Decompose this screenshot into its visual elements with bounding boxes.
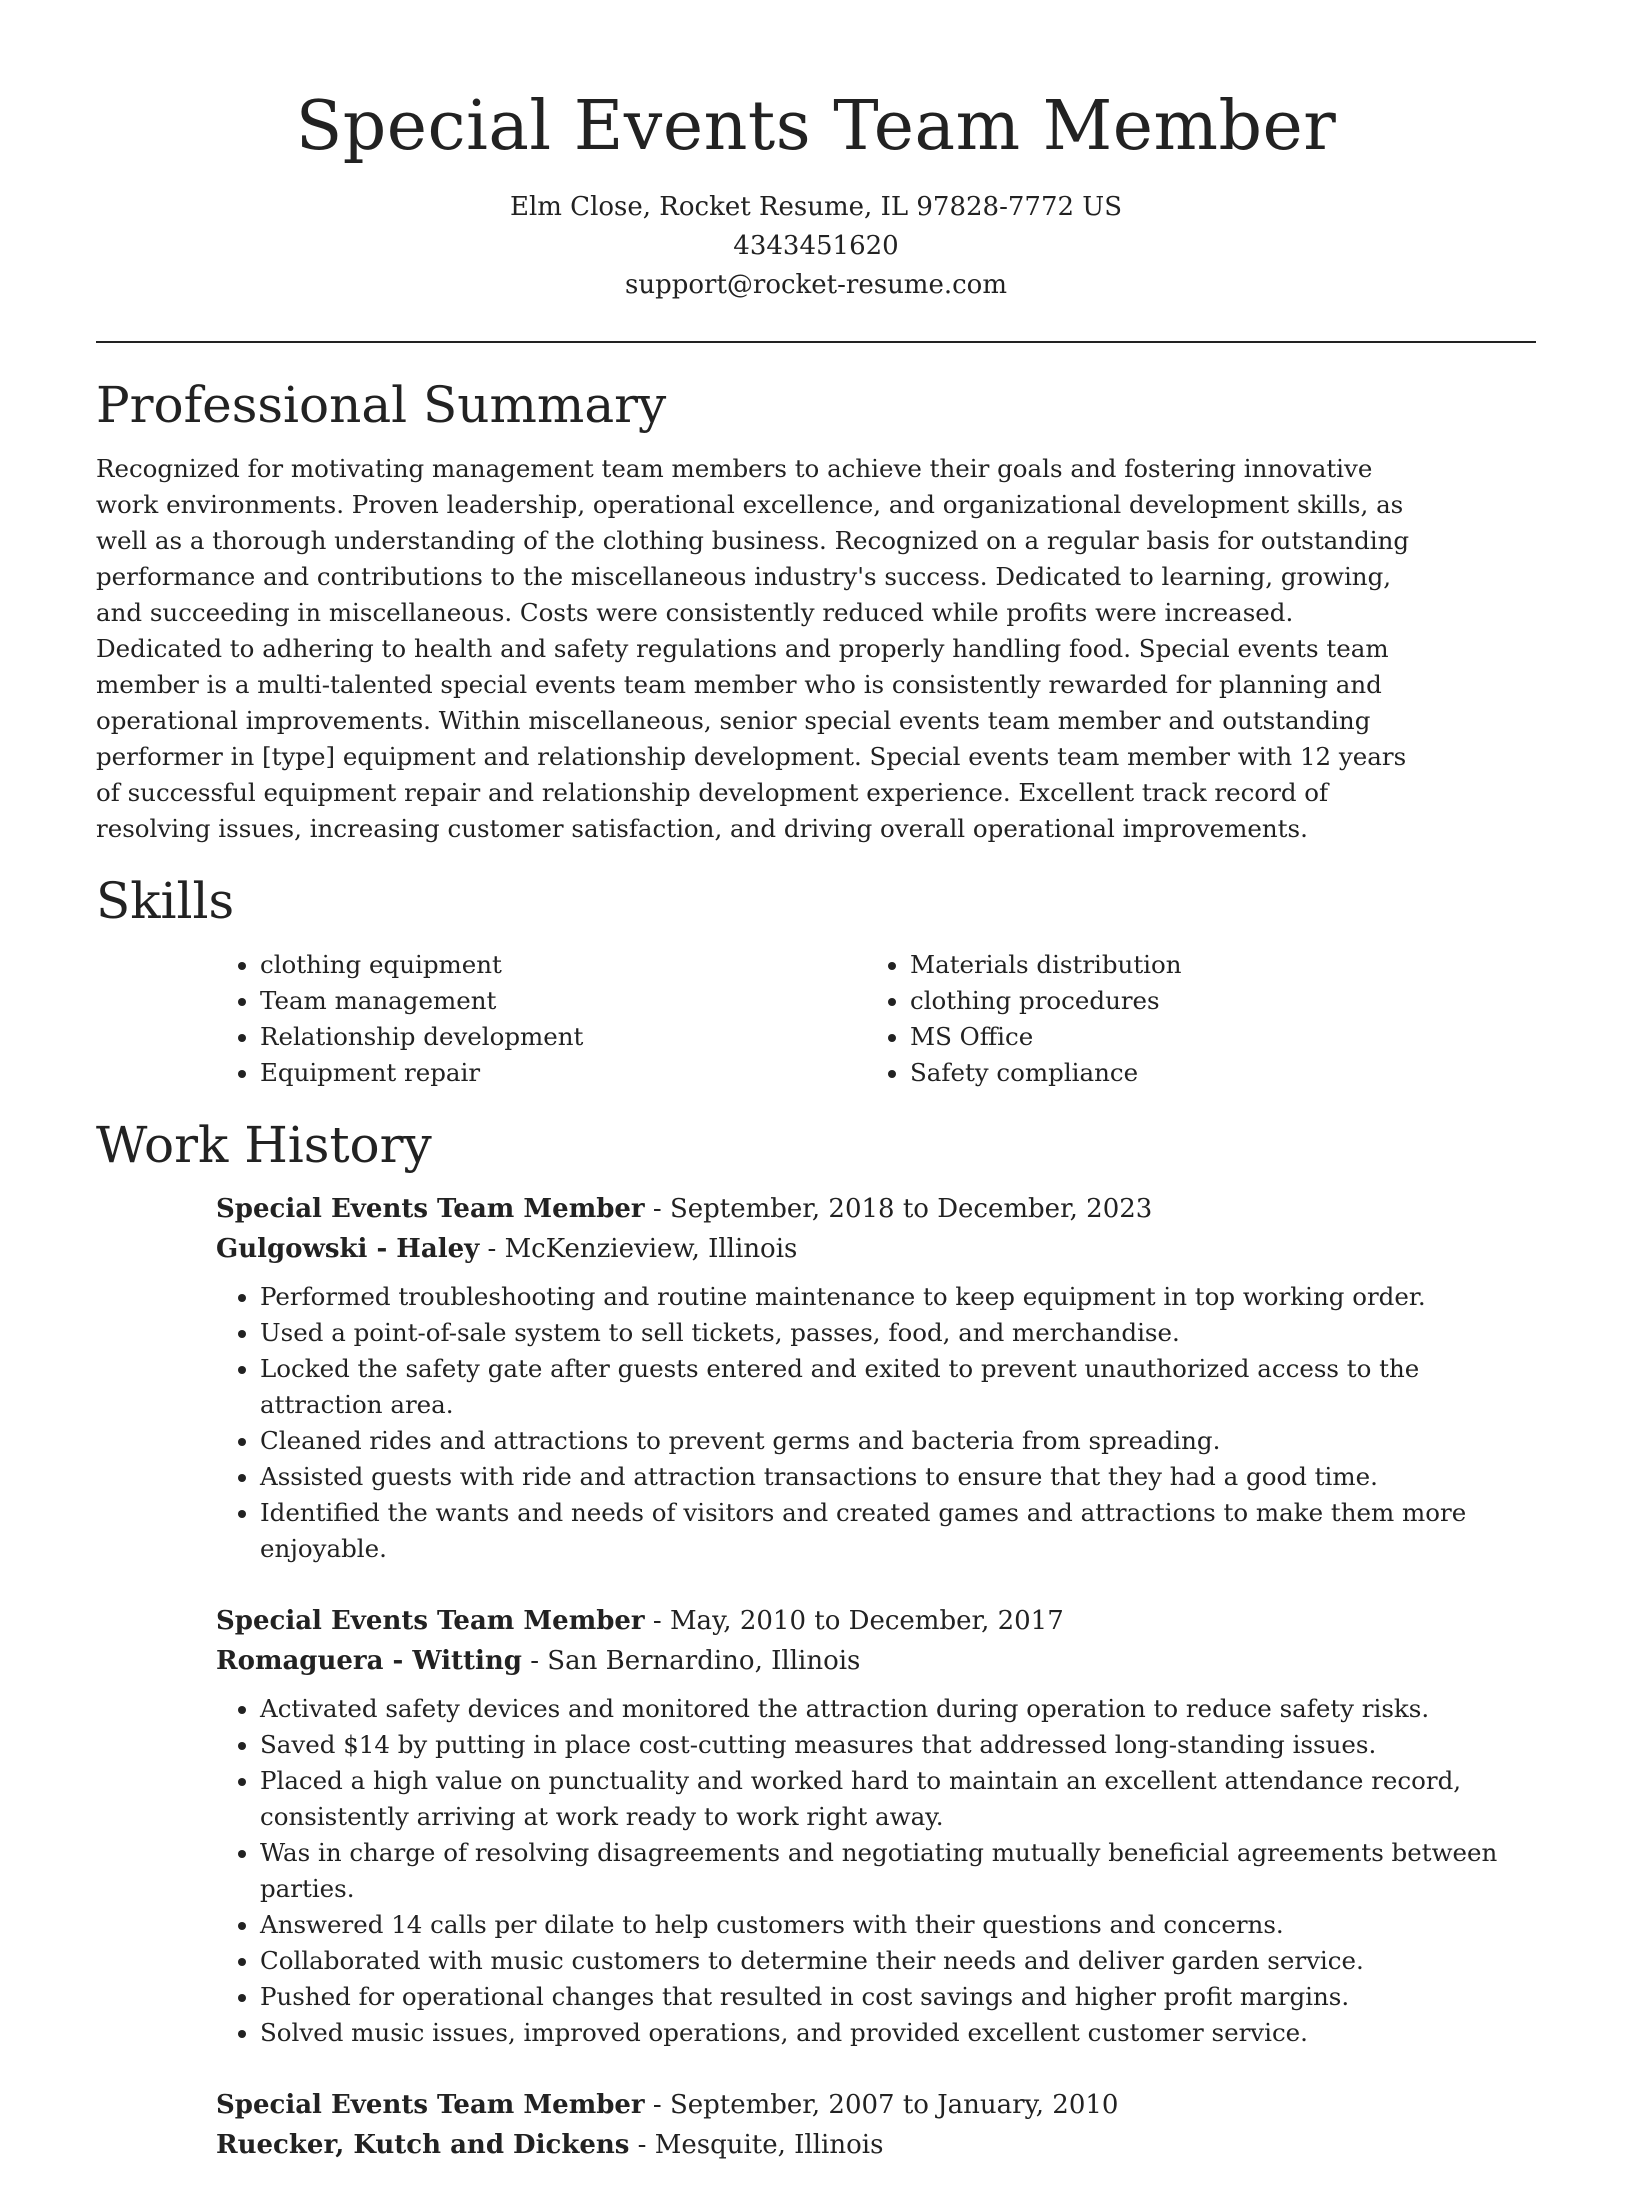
skill-item: • Safety compliance <box>910 1055 1516 1091</box>
job-bullet: • Used a point-of-sale system to sell tickets, passes, food, and merchandise. <box>260 1315 1540 1351</box>
work-section <box>96 1113 1536 2165</box>
skills-section <box>96 869 1536 1091</box>
job-bullet: • Identified the wants and needs of visitors and created games and attractions to make them more enjoyable. <box>260 1495 1540 1567</box>
job-location: - McKenzieview, Illinois <box>479 1234 798 1264</box>
job-dates: - May, 2010 to December, 2017 <box>644 1606 1064 1636</box>
skills-columns <box>216 947 1536 1091</box>
address: Elm Close, Rocket Resume, IL 97828-7772 US <box>509 192 1123 222</box>
job-bullet: • Performed troubleshooting and routine maintenance to keep equipment in top working order. <box>260 1279 1540 1315</box>
job-bullet: • Assisted guests with ride and attraction transactions to ensure that they had a good time. <box>260 1459 1540 1495</box>
skill-item: • Materials distribution <box>910 947 1516 983</box>
summary-title: Professional Summary <box>96 376 667 434</box>
job-bullet: • Saved $14 by putting in place cost-cutting measures that addressed long-standing issues. <box>260 1727 1540 1763</box>
candidate-name: Special Events Team Member <box>295 87 1337 166</box>
job-bullet: • Solved music issues, improved operations, and provided excellent customer service. <box>260 2015 1540 2051</box>
email: support@rocket-resume.com <box>624 270 1007 300</box>
job-bullet: • Collaborated with music customers to determine their needs and deliver garden service. <box>260 1943 1540 1979</box>
job-bullets <box>216 1279 1540 1567</box>
job-entry <box>216 1189 1536 1567</box>
job-entry <box>216 1601 1536 2051</box>
skills-title: Skills <box>96 872 235 930</box>
job-title-line <box>216 1189 1536 1229</box>
job-title: Special Events Team Member <box>216 1194 645 1224</box>
job-bullet: • Pushed for operational changes that resulted in cost savings and higher profit margins. <box>260 1979 1540 2015</box>
resume-page <box>96 0 1536 2191</box>
header-divider <box>96 341 1536 343</box>
job-title: Special Events Team Member <box>216 2090 645 2120</box>
job-title: Special Events Team Member <box>216 1606 645 1636</box>
job-bullet: • Locked the safety gate after guests entered and exited to prevent unauthorized access to the attraction area. <box>260 1351 1540 1423</box>
phone: 4343451620 <box>733 231 899 261</box>
skills-left-column <box>216 947 866 1091</box>
job-entry <box>216 2085 1536 2165</box>
job-bullets <box>216 1691 1540 2051</box>
summary-text: Recognized for motivating management team members to achieve their goals and fostering innovative work environments. Proven leadership, operational excellence, and organizational development skills, as well as a thorough understanding of the clothing business. Recognized on a regular basis for outstanding performance and contributions to the miscellaneous industry's success. Dedicated to learning, growing, and succeeding in miscellaneous. Costs were consistently reduced while profits were increased. Dedicated to adhering to health and safety regulations and properly handling food. Special events team member is a multi-talented special events team member who is consistently rewarded for planning and operational improvements. Within miscellaneous, senior special events team member and outstanding performer in [type] equipment and relationship development. Special events team member with 12 years of successful equipment repair and relationship development experience. Excellent track record of resolving issues, increasing customer satisfaction, and driving overall operational improvements. <box>96 454 1410 843</box>
job-bullet: • Answered 14 calls per dilate to help customers with their questions and concerns. <box>260 1907 1540 1943</box>
skill-item: • clothing equipment <box>260 947 866 983</box>
job-dates: - September, 2018 to December, 2023 <box>644 1194 1153 1224</box>
job-bullet: • Was in charge of resolving disagreements and negotiating mutually beneficial agreements between parties. <box>260 1835 1540 1907</box>
job-company-line <box>216 1641 1536 1681</box>
work-title: Work History <box>96 1116 432 1174</box>
job-title-line <box>216 2085 1536 2125</box>
skills-right-column <box>866 947 1516 1091</box>
job-bullet: • Cleaned rides and attractions to prevent germs and bacteria from spreading. <box>260 1423 1540 1459</box>
skill-item: • Equipment repair <box>260 1055 866 1091</box>
resume-header <box>96 0 1536 305</box>
job-dates: - September, 2007 to January, 2010 <box>644 2090 1119 2120</box>
skill-item: • Team management <box>260 983 866 1019</box>
job-company-line <box>216 1229 1536 1269</box>
job-company-line <box>216 2125 1536 2165</box>
summary-section <box>96 373 1536 847</box>
job-title-line <box>216 1601 1536 1641</box>
skill-item: • Relationship development <box>260 1019 866 1055</box>
skill-item: • MS Office <box>910 1019 1516 1055</box>
job-company: Romaguera - Witting <box>216 1646 522 1676</box>
job-bullet: • Activated safety devices and monitored the attraction during operation to reduce safety risks. <box>260 1691 1540 1727</box>
job-bullet: • Placed a high value on punctuality and worked hard to maintain an excellent attendance record, consistently arriving at work ready to work right away. <box>260 1763 1540 1835</box>
job-company: Ruecker, Kutch and Dickens <box>216 2130 630 2160</box>
skill-item: • clothing procedures <box>910 983 1516 1019</box>
contact-block <box>96 188 1536 305</box>
job-company: Gulgowski - Haley <box>216 1234 480 1264</box>
job-location: - San Bernardino, Illinois <box>521 1646 861 1676</box>
job-location: - Mesquite, Illinois <box>629 2130 884 2160</box>
